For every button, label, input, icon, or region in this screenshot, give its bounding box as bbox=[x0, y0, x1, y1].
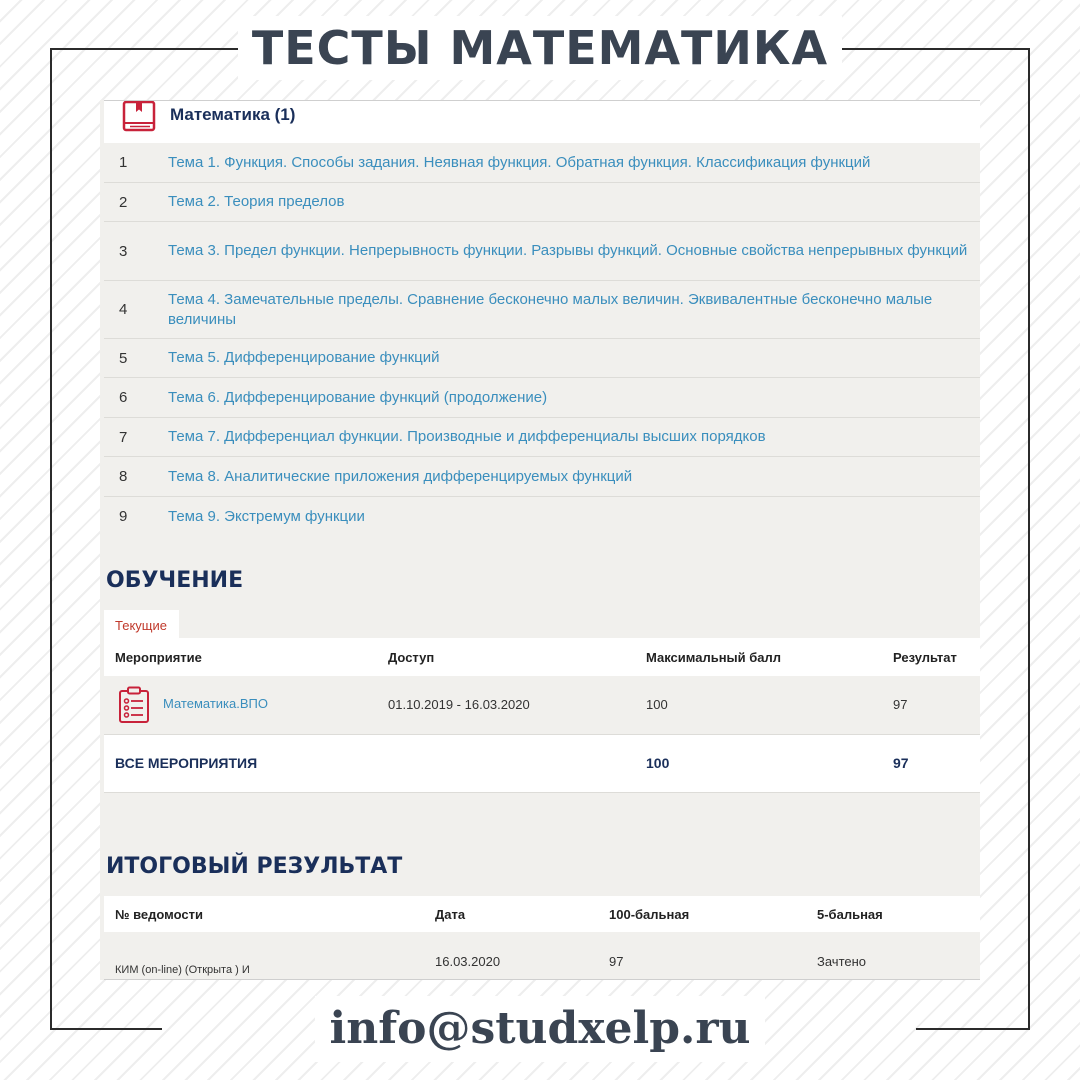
total-max-score: 100 bbox=[646, 755, 670, 771]
date-value: 16.03.2020 bbox=[435, 954, 501, 969]
topic-row bbox=[104, 378, 980, 418]
table-row bbox=[104, 676, 980, 735]
activity-link[interactable]: Математика.ВПО bbox=[163, 696, 268, 711]
column-header-score-5: 5-бальная bbox=[817, 907, 883, 922]
column-header-access: Доступ bbox=[388, 650, 435, 665]
topic-link[interactable]: Тема 1. Функция. Способы задания. Неявная функция. Обратная функция. Классификация функций bbox=[168, 153, 871, 171]
footer-email bbox=[0, 996, 1080, 1062]
statement-value: КИМ (on-line) (Открыта ) И bbox=[115, 964, 250, 976]
frame-right bbox=[1028, 48, 1030, 1030]
table-header-row bbox=[104, 638, 980, 676]
course-header bbox=[104, 100, 980, 143]
checklist-icon bbox=[118, 686, 150, 724]
final-table bbox=[104, 896, 980, 980]
training-section-title: ОБУЧЕНИЕ bbox=[106, 568, 244, 593]
training-table bbox=[104, 638, 980, 793]
topic-list bbox=[104, 143, 980, 536]
total-result: 97 bbox=[893, 755, 909, 771]
topic-number: 6 bbox=[119, 389, 128, 406]
max-score-value: 100 bbox=[646, 697, 668, 712]
topic-number: 3 bbox=[119, 242, 128, 260]
topic-link[interactable]: Тема 7. Дифференциал функции. Производные и дифференциалы высших порядков bbox=[168, 428, 766, 445]
topic-link[interactable]: Тема 9. Экстремум функции bbox=[168, 507, 365, 525]
column-header-max-score: Максимальный балл bbox=[646, 650, 782, 665]
table-total-row bbox=[104, 735, 980, 793]
column-header-result: Результат bbox=[893, 650, 957, 665]
topic-link[interactable]: Тема 5. Дифференцирование функций bbox=[168, 349, 440, 366]
frame-left bbox=[50, 48, 52, 1030]
topic-row bbox=[104, 497, 980, 536]
topic-row bbox=[104, 457, 980, 497]
footer-email-text[interactable]: info@studxelp.ru bbox=[315, 996, 764, 1062]
table-header-row bbox=[104, 896, 980, 932]
topic-number: 5 bbox=[119, 349, 128, 367]
course-title: Математика (1) bbox=[170, 105, 296, 124]
topic-link[interactable]: Тема 3. Предел функции. Непрерывность функции. Разрывы функций. Основные свойства непрерывных функций bbox=[168, 242, 968, 259]
book-icon bbox=[122, 101, 156, 133]
result-value: 97 bbox=[893, 697, 908, 712]
topic-number: 2 bbox=[119, 193, 128, 211]
topic-row bbox=[104, 222, 980, 281]
banner-title-text: ТЕСТЫ МАТЕМАТИКА bbox=[238, 16, 842, 80]
topic-row bbox=[104, 143, 980, 183]
score-5-value: Зачтено bbox=[817, 954, 867, 969]
banner-title bbox=[0, 16, 1080, 80]
topic-number: 1 bbox=[119, 154, 128, 171]
topic-link[interactable]: Тема 6. Дифференцирование функций (продолжение) bbox=[168, 388, 548, 406]
column-header-activity: Мероприятие bbox=[115, 650, 202, 665]
topic-row bbox=[104, 183, 980, 222]
score-100-value: 97 bbox=[609, 954, 624, 969]
column-header-score-100: 100-бальная bbox=[609, 907, 690, 922]
column-header-date: Дата bbox=[435, 907, 466, 922]
column-header-statement: № ведомости bbox=[115, 907, 203, 922]
access-period: 01.10.2019 - 16.03.2020 bbox=[388, 697, 530, 712]
topic-link[interactable]: Тема 2. Теория пределов bbox=[168, 193, 345, 210]
final-section-title: ИТОГОВЫЙ РЕЗУЛЬТАТ bbox=[106, 854, 403, 879]
topic-number: 4 bbox=[119, 301, 128, 318]
topic-row bbox=[104, 339, 980, 378]
topic-number: 8 bbox=[119, 468, 128, 485]
table-row bbox=[104, 932, 980, 980]
topic-row bbox=[104, 281, 980, 339]
topic-number: 7 bbox=[119, 428, 128, 446]
topic-link[interactable]: Тема 4. Замечательные пределы. Сравнение бесконечно малых величин. Эквивалентные бесконечно малые величины bbox=[168, 290, 933, 328]
topic-row bbox=[104, 418, 980, 457]
total-label: ВСЕ МЕРОПРИЯТИЯ bbox=[115, 755, 258, 771]
screenshot-panel bbox=[100, 100, 980, 980]
topic-link[interactable]: Тема 8. Аналитические приложения дифференцируемых функций bbox=[168, 467, 633, 485]
tab-current[interactable]: Текущие bbox=[104, 610, 179, 638]
topic-number: 9 bbox=[119, 508, 128, 525]
